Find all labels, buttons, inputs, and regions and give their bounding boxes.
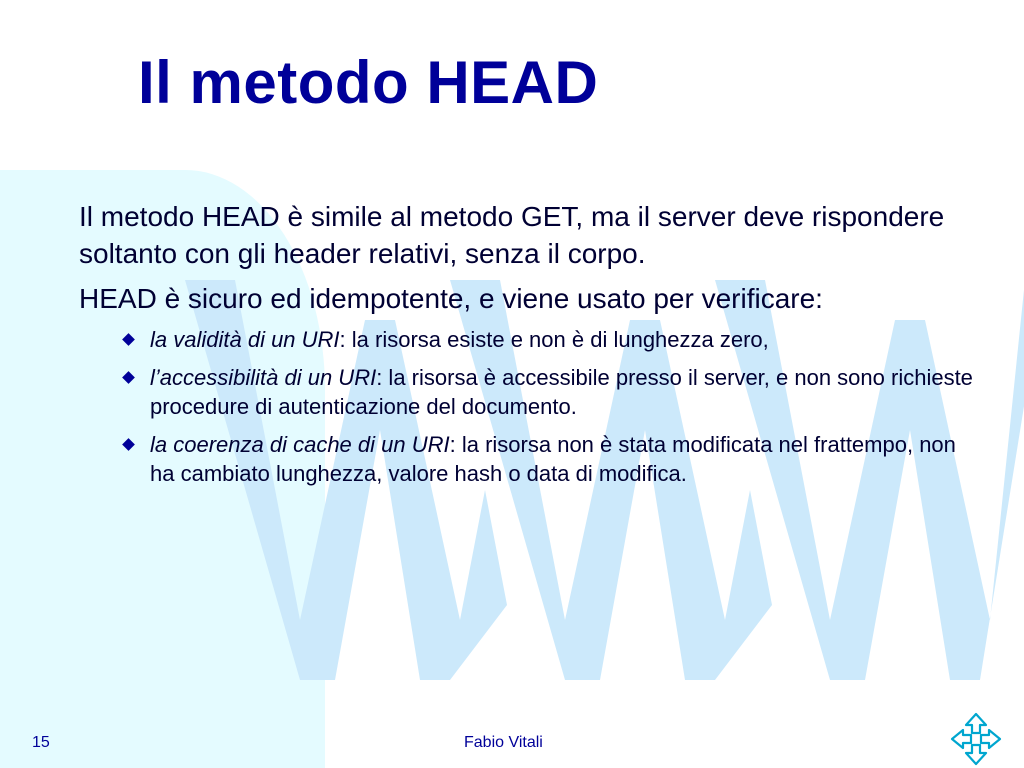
footer-author: Fabio Vitali xyxy=(464,734,543,751)
bullet-item-cache-coherence xyxy=(79,430,984,488)
bullet-text: : la risorsa è accessibile presso il server, e non sono richieste procedure di autenticazione del documento. xyxy=(150,365,973,419)
bullet-term: la coerenza di cache di un URI xyxy=(150,432,450,457)
bullet-term: la validità di un URI xyxy=(150,327,340,352)
diamond-bullet-icon xyxy=(122,333,135,346)
diamond-bullet-icon xyxy=(122,371,135,384)
bullet-item-validity xyxy=(79,325,984,354)
slide-content xyxy=(79,198,984,497)
page-number: 15 xyxy=(32,734,50,751)
bullet-list xyxy=(79,325,984,488)
bullet-text: : la risorsa non è stata modificata nel frattempo, non ha cambiato lunghezza, valore hash o data di modifica. xyxy=(150,432,956,486)
diamond-bullet-icon xyxy=(122,438,135,451)
slide-title: Il metodo HEAD xyxy=(138,49,599,116)
bullet-text: : la risorsa esiste e non è di lunghezza zero, xyxy=(339,327,769,352)
paragraph-usage: HEAD è sicuro ed idempotente, e viene usato per verificare: xyxy=(79,283,823,314)
bullet-term: l’accessibilità di un URI xyxy=(150,365,377,390)
bullet-item-accessibility xyxy=(79,363,984,421)
paragraph-definition: Il metodo HEAD è simile al metodo GET, ma il server deve rispondere soltanto con gli header relativi, senza il corpo. xyxy=(79,201,945,269)
navigation-arrows-icon[interactable] xyxy=(950,712,1002,766)
